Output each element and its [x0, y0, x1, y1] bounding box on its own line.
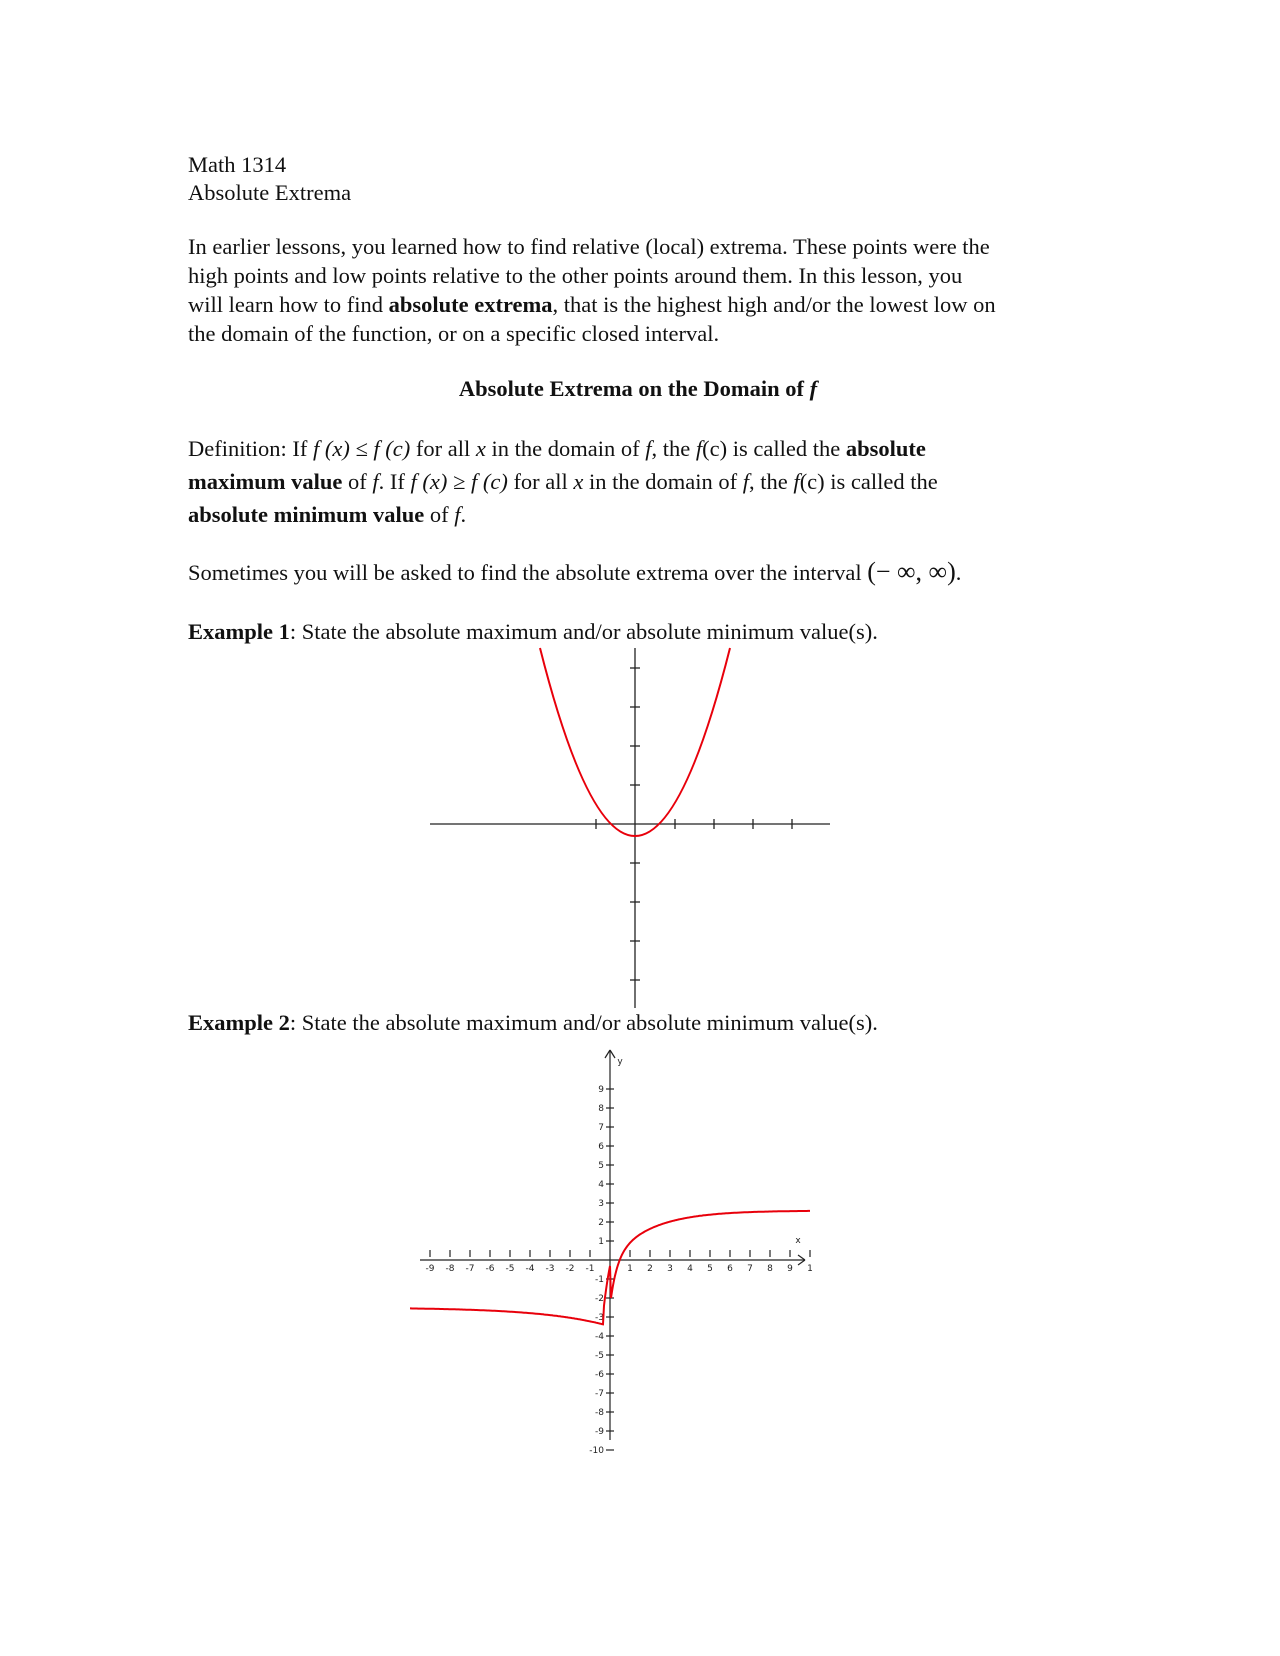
y-tick-label: -2 [595, 1294, 604, 1304]
x-tick-label: 9 [787, 1264, 793, 1274]
y-tick-label: -9 [595, 1427, 604, 1437]
y-axis-label: y [617, 1057, 623, 1067]
example-2-heading: Example 2: State the absolute maximum and/or absolute minimum value(s). [188, 1010, 878, 1035]
x-axis-arrow [798, 1255, 805, 1260]
x-tick-label: -6 [485, 1264, 495, 1274]
definition-line-2: maximum value of f. If f (x) ≥ f (c) for all x in the domain of f, the f(c) is called the [188, 469, 938, 494]
y-tick-label: 9 [598, 1085, 604, 1095]
example-2-labels [426, 1057, 813, 1456]
y-tick-label: -10 [589, 1446, 604, 1456]
y-tick-label: 2 [598, 1218, 604, 1228]
y-tick-label: 4 [598, 1180, 604, 1190]
section-heading: Absolute Extrema on the Domain of f [458, 376, 818, 401]
intro-line-3: will learn how to find absolute extrema, that is the highest high and/or the lowest low on [188, 292, 996, 317]
y-tick-label: 8 [598, 1104, 604, 1114]
x-axis-label: x [795, 1236, 801, 1246]
x-tick-label: -3 [545, 1264, 555, 1274]
x-tick-label: 1 [807, 1264, 813, 1274]
intro-line-4: the domain of the function, or on a specific closed interval. [188, 321, 720, 346]
x-tick-label: 3 [667, 1264, 673, 1274]
x-tick-label: 4 [687, 1264, 693, 1274]
x-tick-label: -4 [525, 1264, 535, 1274]
y-tick-label: -4 [595, 1332, 604, 1342]
x-tick-label: 2 [647, 1264, 653, 1274]
x-tick-label: -8 [445, 1264, 455, 1274]
x-tick-label: 7 [747, 1264, 753, 1274]
example-1-graph [430, 648, 830, 1008]
y-tick-label: 5 [598, 1161, 604, 1171]
y-tick-label: -8 [595, 1408, 604, 1418]
y-tick-label: -1 [595, 1275, 604, 1285]
definition-line-1: Definition: If f (x) ≤ f (c) for all x in the domain of f, the f(c) is called the absolute [188, 436, 926, 461]
definition-line-3: absolute minimum value of f. [188, 502, 467, 527]
x-tick-label: -9 [425, 1264, 435, 1274]
example-1-heading: Example 1: State the absolute maximum and/or absolute minimum value(s). [188, 619, 878, 644]
y-tick-label: -6 [595, 1370, 604, 1380]
y-tick-label: 1 [598, 1237, 604, 1247]
example-1-axes [430, 648, 830, 1008]
x-tick-label: 1 [627, 1264, 633, 1274]
x-tick-label: 8 [767, 1264, 773, 1274]
y-tick-label: 7 [598, 1123, 604, 1133]
y-tick-label: 3 [598, 1199, 604, 1209]
y-tick-label: -3 [595, 1313, 604, 1323]
y-tick-label: -7 [595, 1389, 604, 1399]
y-tick-label: -5 [595, 1351, 604, 1361]
y-axis-arrow [605, 1050, 610, 1058]
x-axis-arrow [798, 1260, 805, 1265]
x-tick-label: -1 [585, 1264, 595, 1274]
lesson-title: Absolute Extrema [188, 180, 352, 205]
x-tick-label: 5 [707, 1264, 713, 1274]
course-title: Math 1314 [188, 152, 287, 177]
intro-line-1: In earlier lessons, you learned how to find relative (local) extrema. These points were the [188, 234, 990, 259]
y-axis-arrow [610, 1050, 615, 1058]
example-2-graph [420, 1050, 840, 1456]
x-tick-label: -5 [505, 1264, 515, 1274]
interval-sentence: Sometimes you will be asked to find the absolute extrema over the interval (− ∞, ∞). [188, 557, 962, 586]
x-tick-label: 6 [727, 1264, 733, 1274]
x-tick-label: -2 [565, 1264, 575, 1274]
example-2-axes [420, 1050, 810, 1450]
term-absolute-extrema: absolute extrema [388, 292, 553, 317]
intro-line-2: high points and low points relative to the other points around them. In this lesson, you [188, 263, 963, 288]
x-tick-label: -7 [465, 1264, 475, 1274]
y-tick-label: 6 [598, 1142, 604, 1152]
